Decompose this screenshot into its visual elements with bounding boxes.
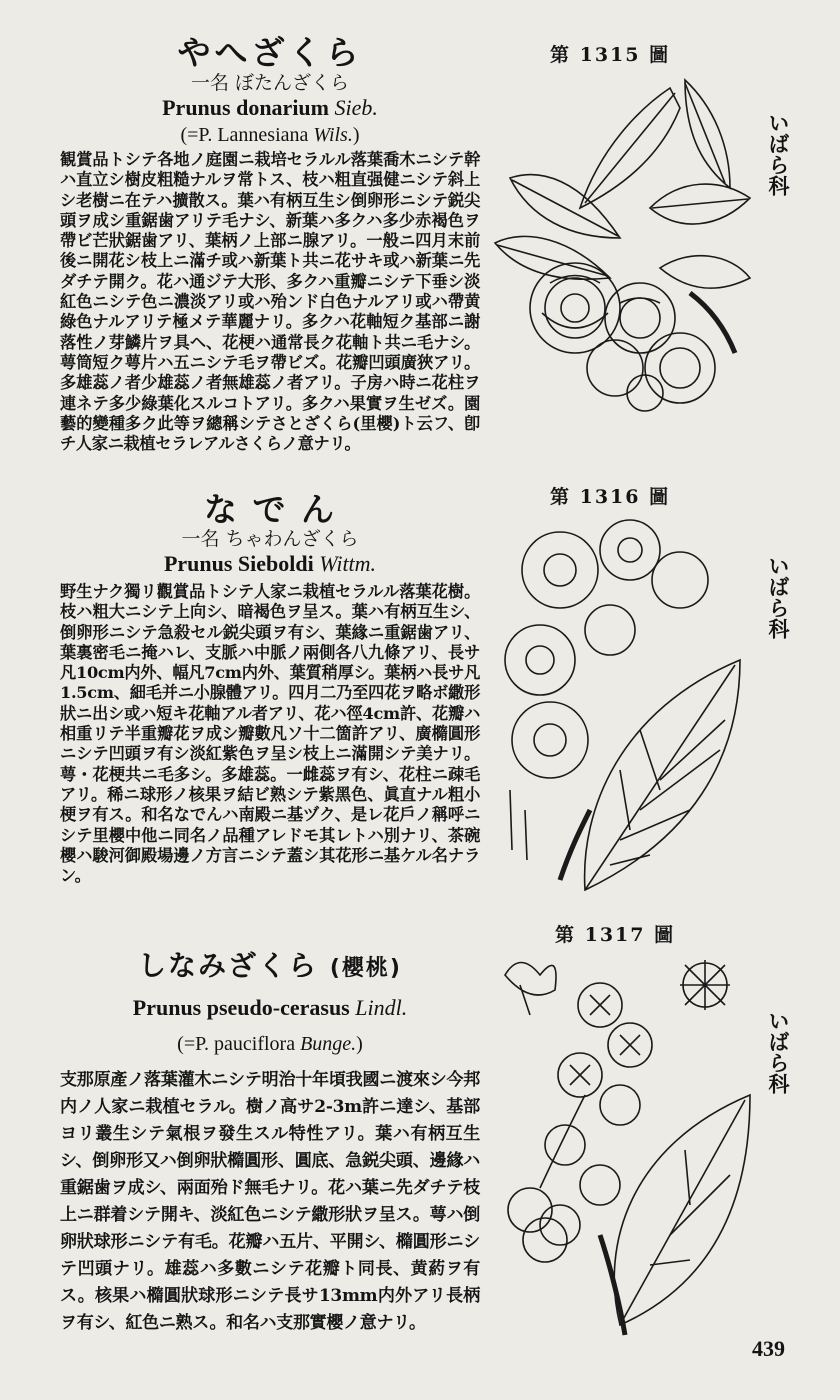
scientific-name: Prunus Sieboldi Wittm. <box>163 551 377 576</box>
entry-title: しなみざくら (櫻桃) <box>138 949 402 982</box>
family-label: いばら科 <box>766 1010 790 1094</box>
scientific-name: Prunus pseudo-cerasus Lindl. <box>132 995 408 1020</box>
family-label: いばら科 <box>766 555 790 639</box>
flower-cluster <box>505 520 708 778</box>
leaf <box>614 1095 750 1325</box>
illustration-yaezakura <box>480 68 760 448</box>
figure-label: 第 1316 圖 <box>550 486 671 508</box>
description: 野生ナク獨リ觀賞品トシテ人家ニ栽植セラルル落葉花樹。枝ハ粗大ニシテ上向シ、暗褐色ヲ呈ス。葉ハ有柄互生シ、倒卵形ニシテ急殺セル鋭尖頭ヲ有シ、葉緣ニ重鋸歯アリ、葉裏密毛ニ掩ハレ、支脈ハ中脈ノ兩側各八九條アリ、長サ凡10cm内外、幅凡7cm内外、葉質稍厚シ。葉柄ハ長サ凡1.5cm、細毛并ニ小腺體アリ。四月二乃至四花ヲ略ボ繖形狀ニ出シ或ハ短キ花軸アル者アリ、花ハ徑4cm許、花瓣ハ相重リテ半重瓣花ヲ成シ瓣數凡ソ十二箇許アリ、廣橢圓形ニシテ凹頭ヲ有シ淡紅紫色ヲ呈シ枝上ニ滿開シテ美ナリ。萼・花梗共ニ毛多シ。多雄蕊。一雌蕊ヲ有シ、花柱ニ疎毛アリ。稀ニ球形ノ核果ヲ結ビ熟シテ紫黑色、眞直ナル粗小梗ヲ有ス。和名なでんハ南殿ニ基ヅク、是レ花戶ノ稱呼ニシテ里櫻中他ニ同名ノ品種アレドモ其レトハ別ナリ、茶碗櫻ハ駿河御殿場邊ノ方言ニシテ蓋シ其花形ニ基ケル名ナラン。 <box>60 582 480 886</box>
branch <box>600 1235 625 1335</box>
description: 観賞品トシテ各地ノ庭園ニ栽培セラルル落葉喬木ニシテ幹ハ直立シ樹皮粗糙ナルヲ常トス、枝ハ粗直强健ニシテ斜上シ老樹ニ在テハ擴散ス。葉ハ有柄互生シ倒卵形ニシテ鋭尖頭ヲ成シ重鋸歯アリテ毛ナシ、新葉ハ多クハ多少赤褐色ヲ帶ビ芒狀鋸歯アリ、葉柄ノ上部ニ腺アリ。一般ニ四月末前後ニ開花シ枝上ニ滿チ或ハ新葉ト共ニ花サキ或ハ新葉ニ先ダチテ開ク。花ハ通ジテ大形、多クハ重瓣ニシテ下垂シ淡紅色ニシテ色ニ濃淡アリ或ハ殆ンド白色ナルアリ或ハ帶黄綠色ナルアリテ極メテ華麗ナリ。多クハ花軸短ク基部ニ謝落性ノ芽鱗片ヲ具ヘ、花梗ハ通常長ク花軸ト共ニ毛ナシ。萼筒短ク萼片ハ五ニシテ毛ヲ帶ビズ。花瓣凹頭廣狹アリ。多雄蕊ノ者少雄蕊ノ者無雄蕊ノ者アリ。子房ハ時ニ花柱ヲ連ネテ多少綠葉化スルコトアリ。多クハ果實ヲ生ゼズ。園藝的變種多ク此等ヲ總稱シテさとざくら(里櫻)ト云フ、卽チ人家ニ栽植セラレアルさくらノ意ナリ。 <box>60 150 480 454</box>
branch <box>560 810 590 880</box>
illustration-naden <box>490 510 750 900</box>
entry-alias: 一名 ちゃわんざくら <box>181 528 359 550</box>
leaf-cluster <box>495 80 750 288</box>
leaf <box>585 660 740 890</box>
entry-title-kanji: (櫻桃) <box>329 956 402 981</box>
description: 支那原產ノ落葉灌木ニシテ明治十年頃我國ニ渡來シ今邦内ノ人家ニ栽植セラル。樹ノ高サ2-3m許ニ達シ、基部ヨリ叢生シテ氣根ヲ發生スル特性アリ。葉ハ有柄互生シ、倒卵形又ハ倒卵狀橢圓形、圓底、急鋭尖頭、邊緣ハ重鋸歯ヲ成シ、兩面殆ド無毛ナリ。花ハ葉ニ先ダチテ枝上ニ群着シテ開キ、淡紅色ニシテ繖形狀ヲ呈ス。萼ハ倒卵狀球形ニシテ有毛。花瓣ハ五片、平開シ、橢圓形ニシテ凹頭ナリ。雄蕊ハ多數ニシテ花瓣ト同長、黄葯ヲ有ス。核果ハ橢圓狀球形ニシテ長サ13mm内外アリ長柄ヲ有シ、紅色ニ熟ス。和名ハ支那實櫻ノ意ナリ。 <box>60 1070 480 1333</box>
page-number: 439 <box>752 1336 785 1361</box>
flower-detail <box>505 960 730 1015</box>
branch <box>690 293 735 353</box>
figure-label: 第 1315 圖 <box>550 44 671 66</box>
entry-yaezakura <box>60 34 480 454</box>
figure-label: 第 1317 圖 <box>555 924 676 946</box>
illustration-shinamizakura <box>490 945 760 1345</box>
flower-cluster <box>530 263 715 411</box>
stamen-detail <box>510 790 527 860</box>
entry-shinamizakura <box>60 948 480 1337</box>
scientific-name: Prunus donarium Sieb. <box>162 95 378 120</box>
family-label: いばら科 <box>766 112 790 196</box>
entry-title: な で ん <box>204 490 336 529</box>
fruit <box>508 1095 585 1262</box>
synonym: (=P. pauciflora Bunge.) <box>177 1033 363 1055</box>
entry-naden <box>60 492 480 886</box>
entry-alias: 一名 ぼたんざくら <box>190 72 350 94</box>
blossom-cluster <box>540 983 652 1245</box>
synonym: (=P. Lannesiana Wils.) <box>180 124 360 146</box>
entry-title: やへざくら <box>177 33 363 72</box>
